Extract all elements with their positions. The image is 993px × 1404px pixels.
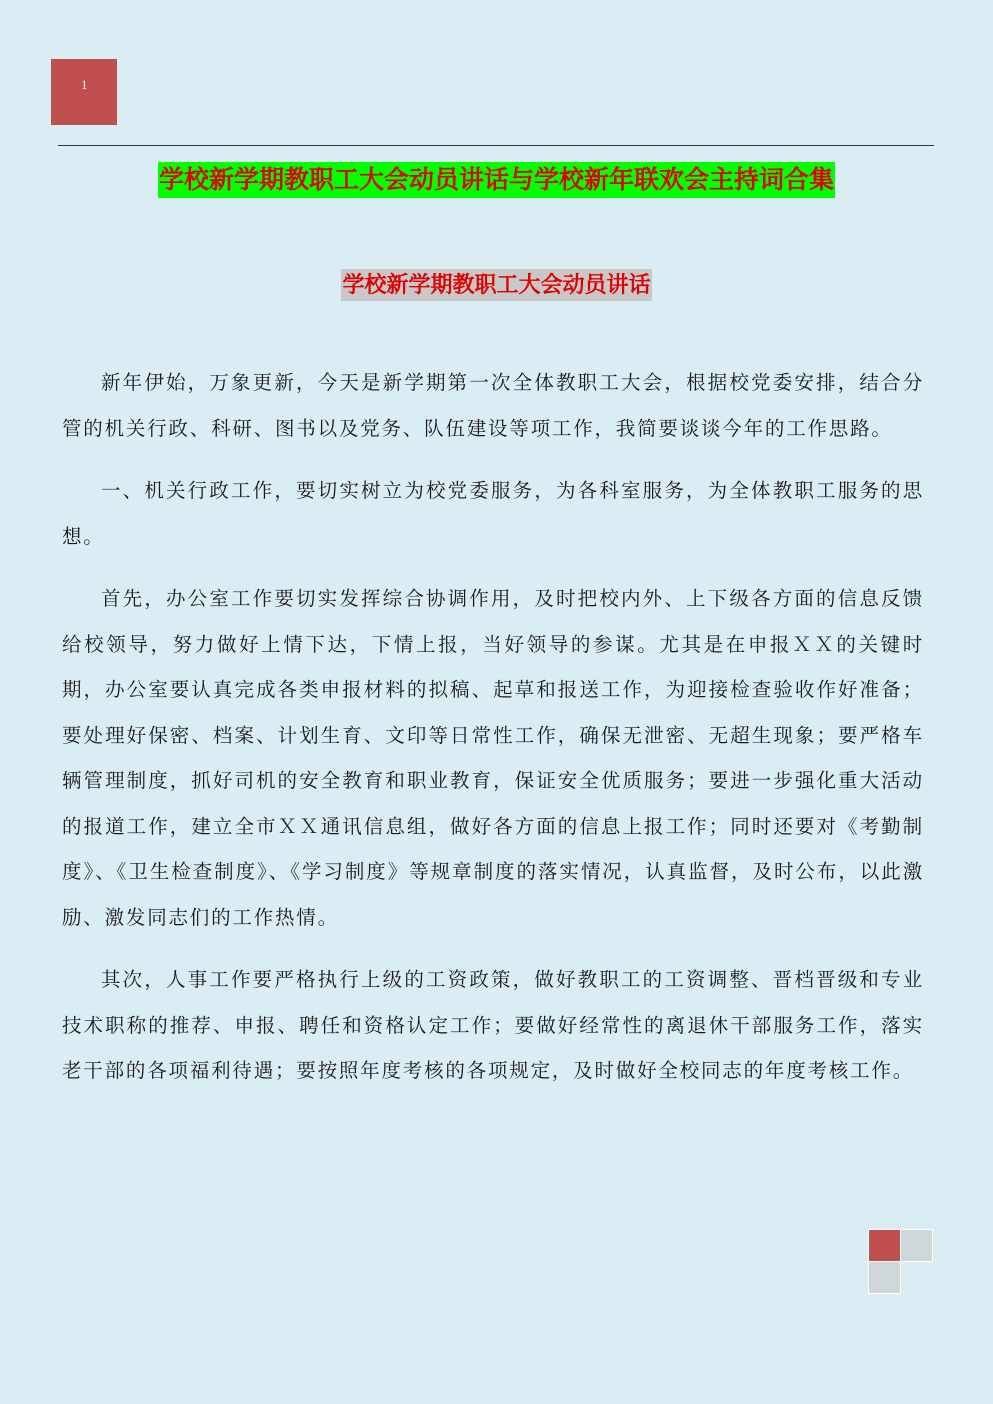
section-title: 学校新学期教职工大会动员讲话 [341,269,651,301]
document-title: 学校新学期教职工大会动员讲话与学校新年联欢会主持词合集 [158,162,835,198]
page-number: 1 [81,77,88,92]
paragraph-3: 首先，办公室工作要切实发挥综合协调作用，及时把校内外、上下级各方面的信息反馈给校领导，努力做好上情下达，下情上报，当好领导的参谋。尤其是在申报ＸＸ的关键时期，办公室要认真完成各类申报材料的拟稿、起草和报送工作，为迎接检查验收作好准备；要处理好保密、档案、计划生育、文印等日常性工作，确保无泄密、无超生现象；要严格车辆管理制度，抓好司机的安全教育和职业教育，保证安全优质服务；要进一步强化重大活动的报道工作，建立全市ＸＸ通讯信息组，做好各方面的信息上报工作；同时还要对《考勤制度》、《卫生检查制度》、《学习制度》等规章制度的落实情况，认真监督，及时公布，以此激励、激发同志们的工作热情。 [62,587,924,929]
page-number-badge [51,59,117,125]
section-title-container [0,269,993,301]
corner-decoration-red-square [868,1229,901,1262]
corner-decoration-gray-square [868,1261,901,1294]
paragraph-2: 一、机关行政工作，要切实树立为校党委服务，为各科室服务，为全体教职工服务的思想。 [62,479,924,548]
paragraph-4: 其次，人事工作要严格执行上级的工资政策，做好教职工的工资调整、晋档晋级和专业技术职称的推荐、申报、聘任和资格认定工作；要做好经常性的离退休干部服务工作，落实老干部的各项福利待遇；要按照年度考核的各项规定，及时做好全校同志的年度考核工作。 [62,968,924,1082]
body-text [62,360,924,1111]
document-title-container [0,162,993,198]
paragraph-1: 新年伊始，万象更新，今天是新学期第一次全体教职工大会，根据校党委安排，结合分管的机关行政、科研、图书以及党务、队伍建设等项工作，我简要谈谈今年的工作思路。 [62,371,924,440]
corner-decoration-gray-square [900,1229,933,1262]
header-rule [58,145,934,146]
